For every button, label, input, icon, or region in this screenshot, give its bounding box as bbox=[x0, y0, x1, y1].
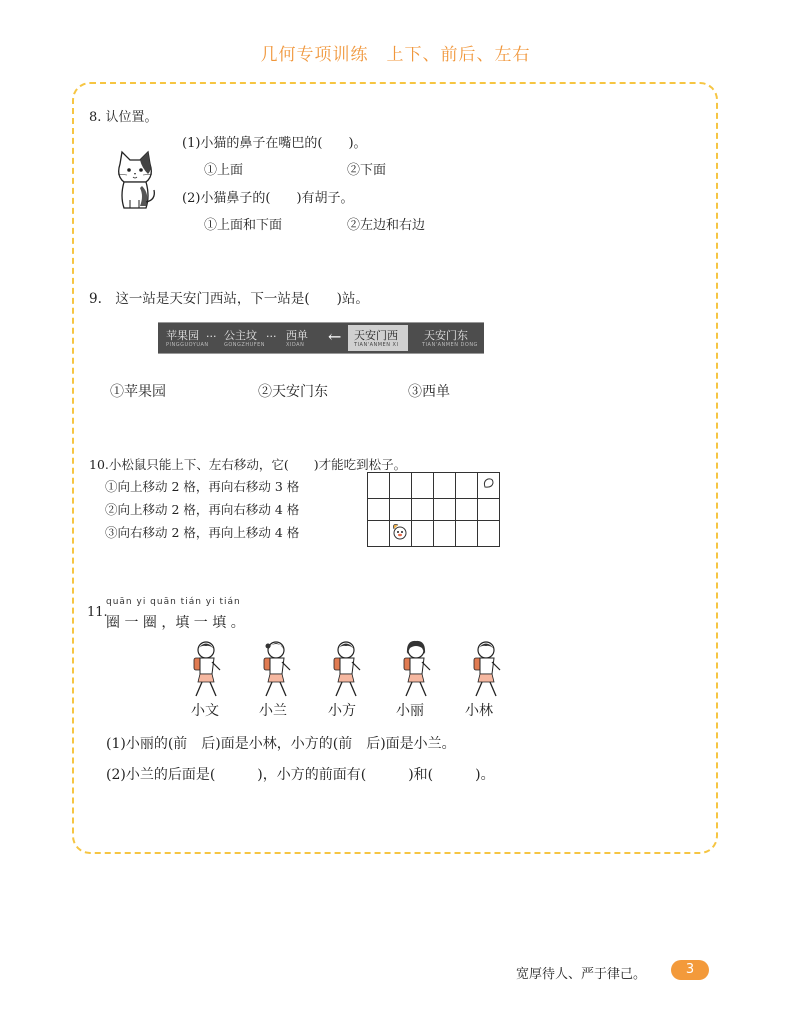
child-name-label: 小方 bbox=[328, 703, 356, 719]
station-label: 天安门西 bbox=[354, 329, 398, 342]
child-xiaowen bbox=[194, 642, 220, 696]
station-pinyin: TIAN'ANMEN DONG bbox=[422, 342, 478, 348]
q8-sub2-option2[interactable]: ②左边和右边 bbox=[347, 218, 426, 233]
direction-arrow-icon: ← bbox=[328, 327, 342, 346]
grid-row bbox=[368, 499, 500, 521]
grid-cell bbox=[434, 473, 456, 499]
q11-title: 圈 一 圈 ，填 一 填 。 bbox=[106, 615, 245, 631]
grid-cell bbox=[390, 499, 412, 521]
q9-option1[interactable]: ①苹果园 bbox=[110, 384, 166, 400]
grid-cell bbox=[456, 499, 478, 521]
q10-option1[interactable]: ①向上移动 2 格，再向右移动 3 格 bbox=[105, 479, 300, 494]
grid-cell bbox=[478, 473, 500, 499]
page-number-badge: 3 bbox=[671, 960, 709, 980]
station-label: 公主坟 bbox=[224, 329, 257, 342]
grid-cell bbox=[412, 499, 434, 521]
grid-cell bbox=[434, 521, 456, 547]
child-name-label: 小丽 bbox=[396, 703, 424, 719]
cat-illustration bbox=[112, 150, 158, 212]
child-xiaolin bbox=[474, 642, 500, 696]
footer-motto: 宽厚待人、严于律己。 bbox=[516, 967, 647, 982]
subway-station-board bbox=[158, 322, 484, 354]
dots-label: ... bbox=[266, 327, 277, 340]
squirrel-icon bbox=[390, 521, 411, 542]
q8-sub1-option1[interactable]: ①上面 bbox=[204, 163, 244, 178]
child-xiaolan bbox=[264, 642, 290, 696]
grid-cell bbox=[456, 521, 478, 547]
q11-sub2: (2)小兰的后面是( )，小方的前面有( )和( )。 bbox=[106, 767, 495, 783]
child-xiaoli bbox=[404, 641, 430, 696]
q9-option2[interactable]: ②天安门东 bbox=[258, 384, 328, 400]
q8-sub2: (2)小猫鼻子的( )有胡子。 bbox=[182, 191, 354, 206]
q8-sub2-option1[interactable]: ①上面和下面 bbox=[204, 218, 283, 233]
station-pinyin: GONGZHUFEN bbox=[224, 342, 266, 348]
station-label: 苹果园 bbox=[166, 329, 199, 342]
grid-cell bbox=[412, 473, 434, 499]
page-title: 几何专项训练 上下、前后、左右 bbox=[260, 45, 531, 65]
station-label: 天安门东 bbox=[424, 329, 468, 342]
grid-cell bbox=[368, 473, 390, 499]
q8-sub1-option2[interactable]: ②下面 bbox=[347, 163, 387, 178]
q10-option2[interactable]: ②向上移动 2 格，再向右移动 4 格 bbox=[105, 502, 300, 517]
grid-row bbox=[368, 473, 500, 499]
q8-sub1: (1)小猫的鼻子在嘴巴的( )。 bbox=[182, 136, 367, 151]
station-pinyin: PINGGUOYUAN bbox=[166, 342, 209, 348]
q10-title: 10.小松鼠只能上下、左右移动，它( )才能吃到松子。 bbox=[89, 457, 407, 472]
grid-cell bbox=[456, 473, 478, 499]
grid-cell bbox=[434, 499, 456, 521]
child-name-label: 小文 bbox=[191, 703, 219, 719]
station-pinyin: TIAN'ANMEN XI bbox=[354, 342, 399, 348]
child-name-label: 小林 bbox=[465, 703, 493, 719]
child-name-label: 小兰 bbox=[259, 703, 287, 719]
grid-cell bbox=[368, 521, 390, 547]
child-xiaofang bbox=[334, 642, 360, 696]
q11-sub1: (1)小丽的(前 后)面是小林，小方的(前 后)面是小兰。 bbox=[106, 736, 456, 752]
grid-cell bbox=[478, 521, 500, 547]
grid-cell bbox=[368, 499, 390, 521]
grid-cell bbox=[390, 473, 412, 499]
grid-cell bbox=[478, 499, 500, 521]
movement-grid bbox=[367, 472, 500, 547]
q9-title: 9. 这一站是天安门西站，下一站是( )站。 bbox=[89, 291, 369, 307]
q11-pinyin: quān yi quān tián yi tián bbox=[106, 597, 241, 607]
q9-option3[interactable]: ③西单 bbox=[408, 384, 450, 400]
dots-label: ... bbox=[206, 327, 217, 340]
q8-title: 8. 认位置。 bbox=[89, 110, 158, 125]
station-pinyin: XIDAN bbox=[286, 342, 305, 348]
pine-nut-icon bbox=[478, 473, 499, 494]
q10-option3[interactable]: ③向右移动 2 格，再向上移动 4 格 bbox=[105, 525, 300, 540]
grid-row bbox=[368, 521, 500, 547]
station-label: 西单 bbox=[286, 329, 308, 342]
grid-cell bbox=[412, 521, 434, 547]
q11-number: 11. bbox=[87, 605, 108, 620]
walking-children-illustration bbox=[186, 640, 516, 700]
grid-cell bbox=[390, 521, 412, 547]
